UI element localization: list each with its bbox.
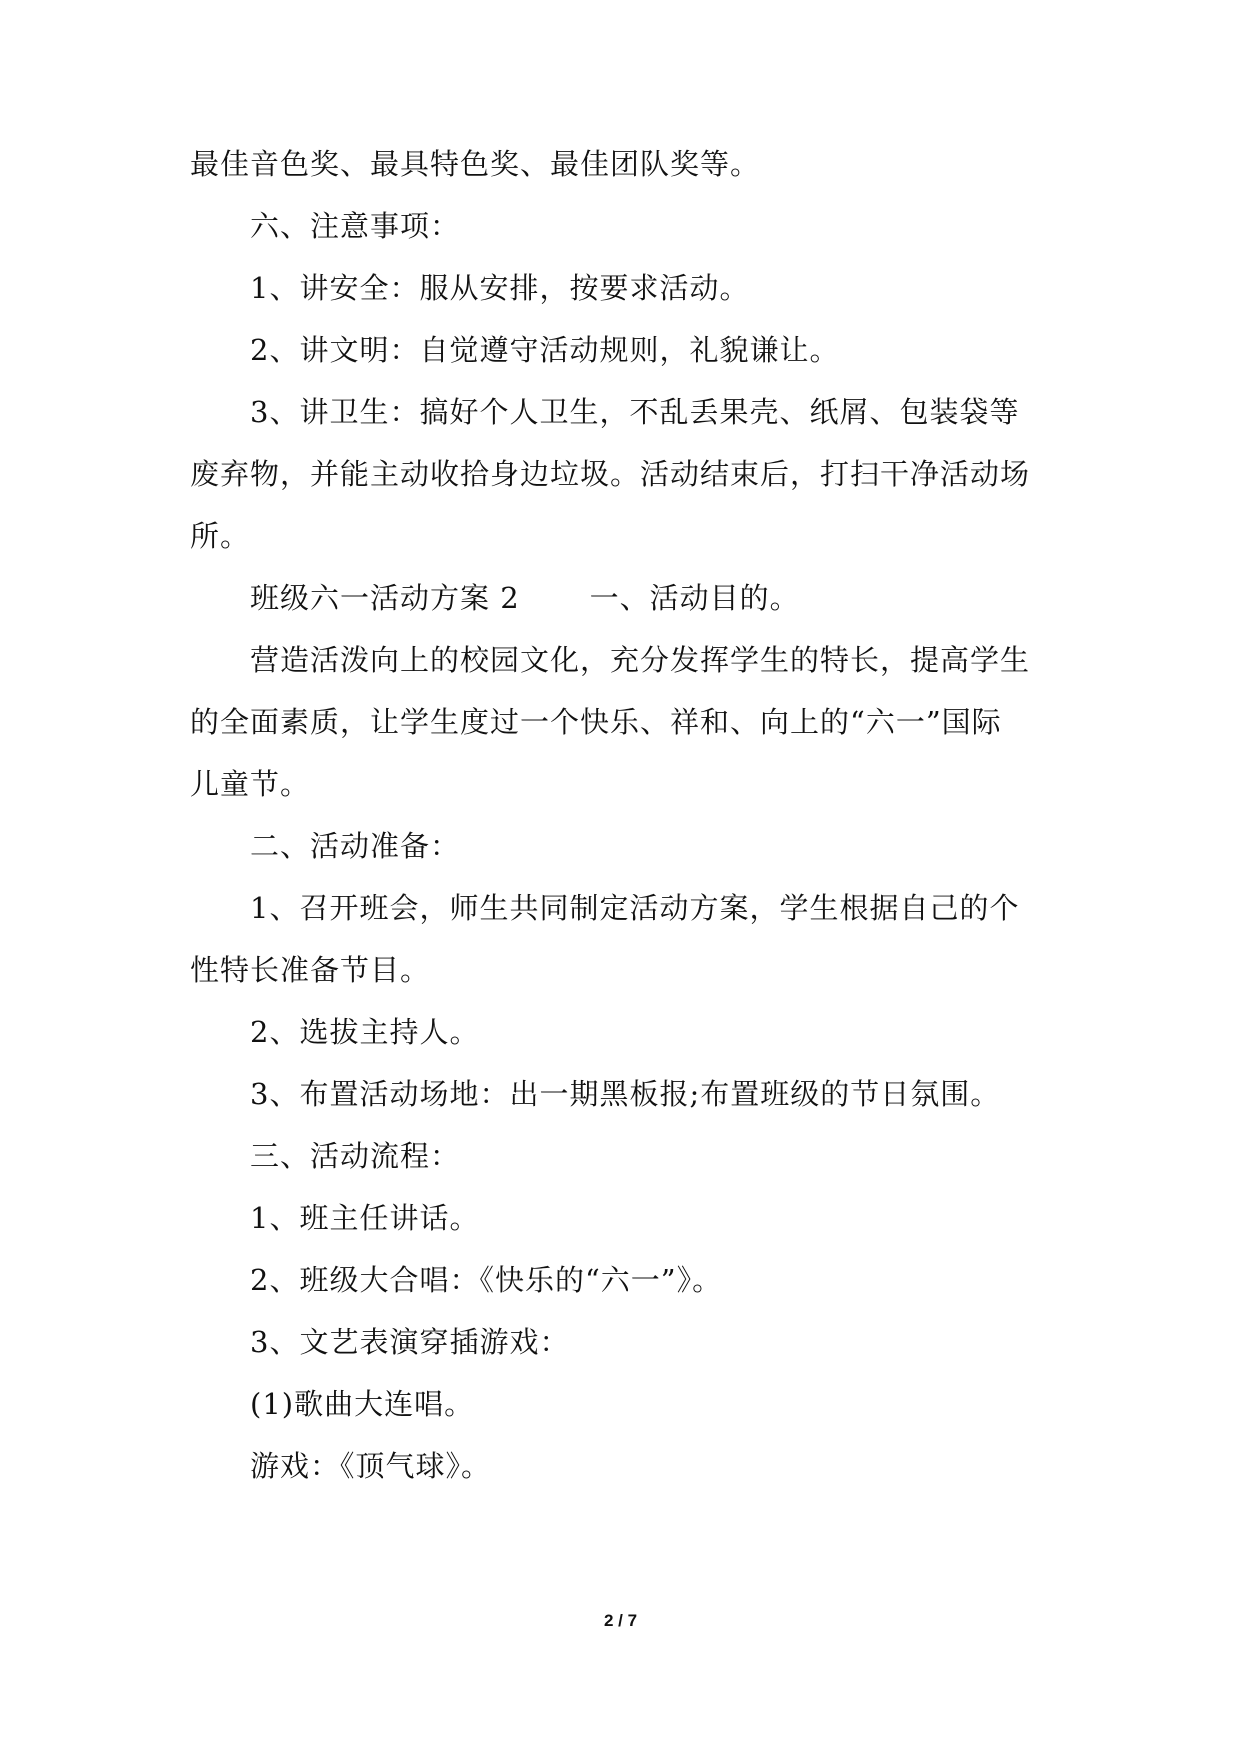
paragraph-purpose-line-3: 儿童节。 (190, 767, 311, 801)
sub-item-balloon-game: 游戏：《顶气球》。 (250, 1449, 492, 1483)
heading-two-preparation: 二、活动准备： (250, 829, 461, 863)
paragraph-awards-continued: 最佳音色奖、最具特色奖、最佳团队奖等。 (190, 147, 761, 181)
list-item-performances: 3、文艺表演穿插游戏： (250, 1325, 570, 1359)
sub-item-song-medley: (1)歌曲大连唱。 (250, 1387, 475, 1421)
list-item-class-meeting-line-2: 性特长准备节目。 (190, 953, 431, 987)
heading-one-purpose: 一、活动目的。 (589, 581, 800, 615)
list-item-hygiene-line-2: 废弃物，并能主动收拾身边垃圾。活动结束后，打扫干净活动场 (190, 457, 1031, 491)
list-item-select-host: 2、选拔主持人。 (250, 1015, 480, 1049)
list-item-safety: 1、讲安全：服从安排，按要求活动。 (250, 271, 750, 305)
heading-six-notes: 六、注意事项： (250, 209, 461, 243)
list-item-hygiene-line-1: 3、讲卫生：搞好个人卫生，不乱丢果壳、纸屑、包装袋等 (250, 395, 1020, 429)
plan-title: 班级六一活动方案 2 (250, 581, 520, 615)
list-item-civility: 2、讲文明：自觉遵守活动规则，礼貌谦让。 (250, 333, 840, 367)
paragraph-purpose-line-1: 营造活泼向上的校园文化，充分发挥学生的特长，提高学生 (250, 643, 1031, 677)
paragraph-purpose-line-2: 的全面素质，让学生度过一个快乐、祥和、向上的“六一”国际 (190, 705, 1002, 739)
list-item-hygiene-line-3: 所。 (190, 519, 251, 553)
list-item-chorus: 2、班级大合唱：《快乐的“六一”》。 (250, 1263, 723, 1297)
list-item-venue-setup: 3、布置活动场地：出一期黑板报;布置班级的节日氛围。 (250, 1077, 1001, 1111)
list-item-teacher-speech: 1、班主任讲话。 (250, 1201, 480, 1235)
section-title-line (250, 580, 1130, 616)
page-number: 2 / 7 (603, 1611, 638, 1630)
heading-three-process: 三、活动流程： (250, 1139, 461, 1173)
list-item-class-meeting-line-1: 1、召开班会，师生共同制定活动方案，学生根据自己的个 (250, 891, 1020, 925)
